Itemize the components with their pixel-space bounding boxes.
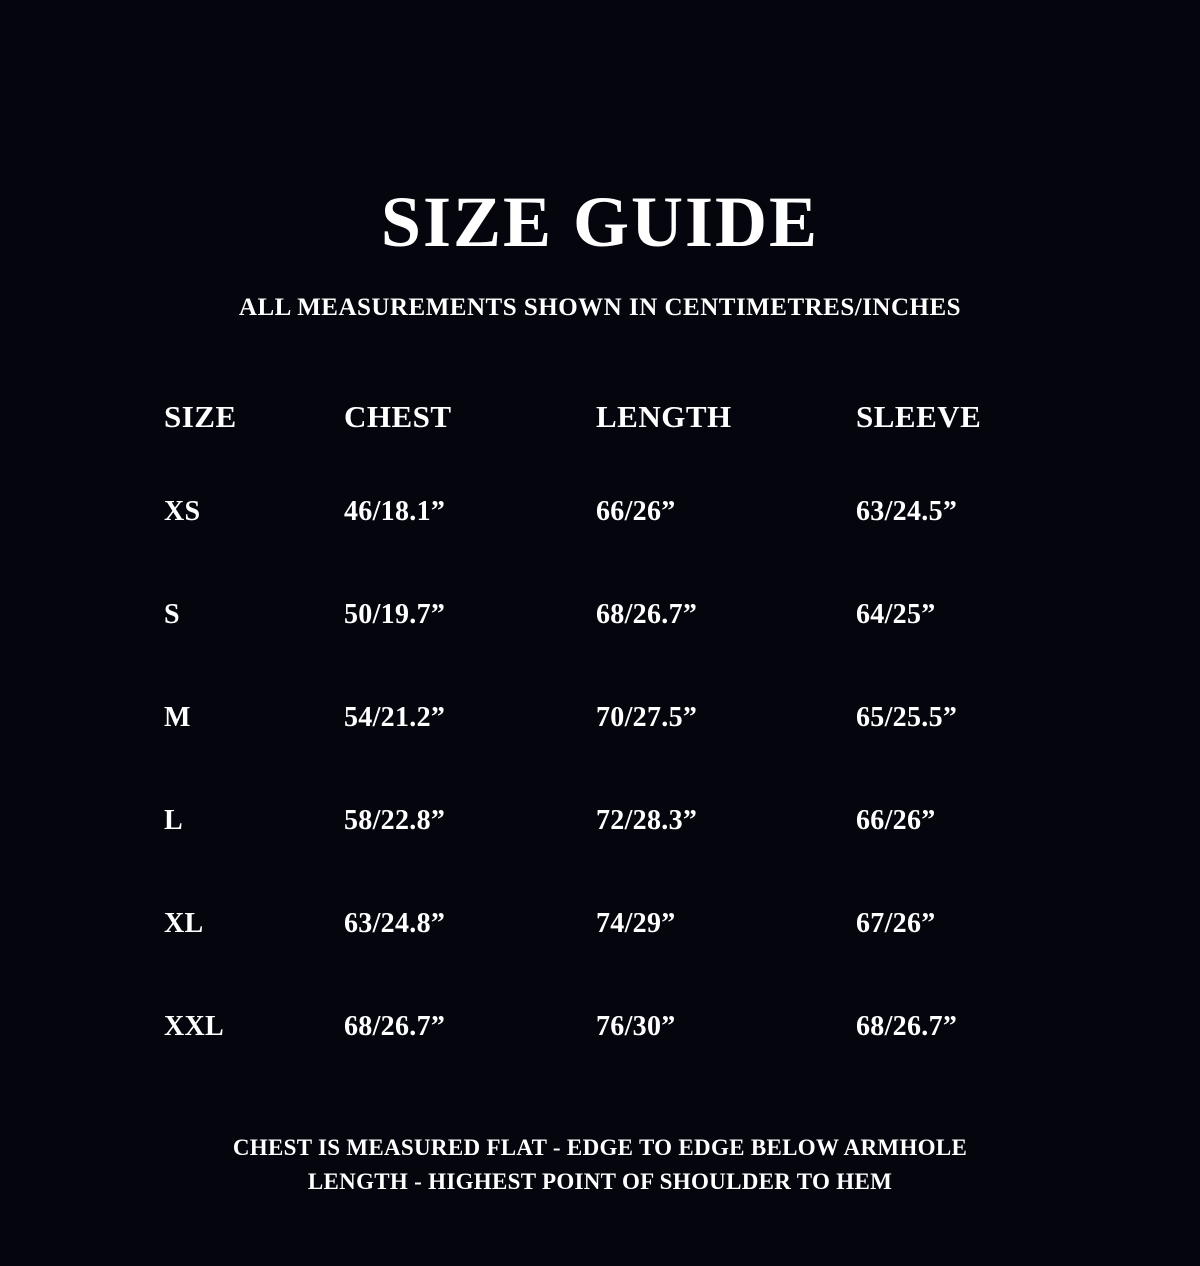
table-row xyxy=(154,666,1046,769)
cell-chest: 50/19.7” xyxy=(344,598,446,630)
page-subtitle: ALL MEASUREMENTS SHOWN IN CENTIMETRES/INCHES xyxy=(238,294,962,321)
table-header-row xyxy=(154,374,1046,460)
cell-sleeve: 63/24.5” xyxy=(856,495,958,527)
cell-sleeve: 66/26” xyxy=(856,804,936,836)
table-header xyxy=(154,374,1046,460)
column-header-length: LENGTH xyxy=(596,399,732,434)
cell-sleeve: 68/26.7” xyxy=(856,1010,958,1042)
size-chart-table xyxy=(154,374,1046,1078)
cell-chest: 68/26.7” xyxy=(344,1010,446,1042)
footnote-length: LENGTH - HIGHEST POINT OF SHOULDER TO HEM xyxy=(307,1168,893,1194)
cell-length: 74/29” xyxy=(596,907,676,939)
cell-length: 66/26” xyxy=(596,495,676,527)
cell-chest: 63/24.8” xyxy=(344,907,446,939)
cell-size: M xyxy=(164,701,191,733)
cell-chest: 54/21.2” xyxy=(344,701,446,733)
cell-size: L xyxy=(164,804,183,836)
cell-size: XXL xyxy=(164,1010,225,1042)
footnotes xyxy=(0,1131,1200,1198)
column-header-sleeve: SLEEVE xyxy=(856,399,982,434)
cell-sleeve: 64/25” xyxy=(856,598,936,630)
cell-length: 76/30” xyxy=(596,1010,676,1042)
column-header-size: SIZE xyxy=(164,399,237,434)
column-header-chest: CHEST xyxy=(344,399,452,434)
table-row xyxy=(154,563,1046,666)
footnote-chest: CHEST IS MEASURED FLAT - EDGE TO EDGE BELOW ARMHOLE xyxy=(232,1135,968,1161)
table-row xyxy=(154,460,1046,563)
cell-length: 70/27.5” xyxy=(596,701,698,733)
cell-sleeve: 67/26” xyxy=(856,907,936,939)
cell-chest: 58/22.8” xyxy=(344,804,446,836)
cell-size: XL xyxy=(164,907,204,939)
cell-length: 72/28.3” xyxy=(596,804,698,836)
table-row xyxy=(154,975,1046,1078)
table-row xyxy=(154,769,1046,872)
cell-size: S xyxy=(164,598,180,630)
table-body xyxy=(154,460,1046,1078)
page-title: SIZE GUIDE xyxy=(380,182,820,262)
cell-length: 68/26.7” xyxy=(596,598,698,630)
table-row xyxy=(154,872,1046,975)
cell-size: XS xyxy=(164,495,201,527)
cell-chest: 46/18.1” xyxy=(344,495,446,527)
cell-sleeve: 65/25.5” xyxy=(856,701,958,733)
